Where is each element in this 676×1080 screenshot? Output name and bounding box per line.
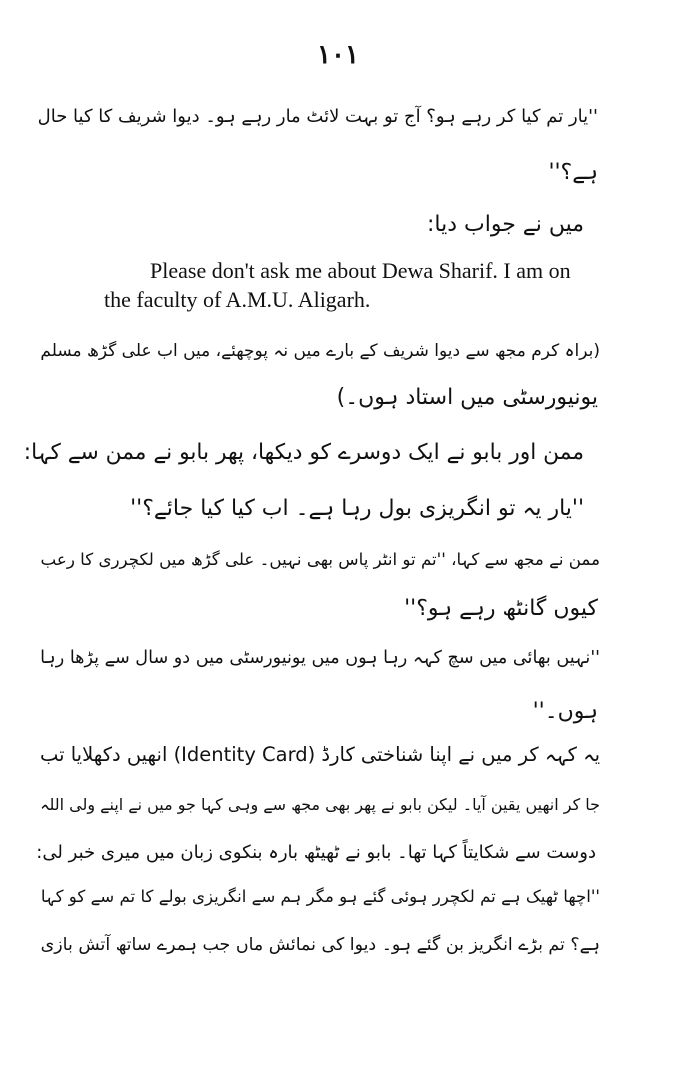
text-line-5: یونیورسٹی میں استاد ہوں۔) (336, 385, 598, 410)
english-line-2: the faculty of A.M.U. Aligarh. (104, 287, 371, 312)
text-line-9: کیوں گانٹھ رہے ہو؟'' (404, 596, 598, 621)
text-line-14: دوست سے شکایتاً کہا تھا۔ بابو نے ٹھیٹھ بارہ بنکوی زبان میں میری خبر لی: (36, 842, 596, 863)
text-line-6: ممن اور بابو نے ایک دوسرے کو دیکھا، پھر بابو نے ممن سے کہا: (23, 440, 584, 465)
text-line-10: ''نہیں بھائی میں سچ کہہ رہا ہوں میں یونیورسٹی میں دو سال سے پڑھا رہا (40, 648, 600, 668)
page-number: ۱۰۱ (317, 40, 359, 70)
text-line-1: ''یار تم کیا کر رہے ہو؟ آج تو بہت لائٹ مار رہے ہو۔ دیوا شریف کا کیا حال (37, 106, 598, 127)
text-line-8: ممن نے مجھ سے کہا، ''تم تو انٹر پاس بھی نہیں۔ علی گڑھ میں لکچرری کا رعب (40, 550, 600, 569)
text-line-16: ہے؟ تم بڑے انگریز بن گئے ہو۔ دیوا کی نمائش ماں جب ہمرے ساتھ آتش بازی (40, 935, 600, 955)
text-line-11: ہوں۔'' (532, 699, 598, 724)
text-line-15: ''اچھا ٹھیک ہے تم لکچرر ہوئی گئے ہو مگر ہم سے انگریزی بولے کا تم سے کو کہا (40, 887, 600, 906)
english-line-1: Please don't ask me about Dewa Sharif. I am on (150, 258, 571, 283)
text-line-7: ''یار یہ تو انگریزی بول رہا ہے۔ اب کیا کیا جائے؟'' (130, 496, 584, 521)
text-line-4: (براہ کرم مجھ سے دیوا شریف کے بارے میں نہ پوچھئے، میں اب علی گڑھ مسلم (40, 341, 600, 361)
text-line-2: ہے؟'' (548, 160, 598, 185)
text-line-13: جا کر انھیں یقین آیا۔ لیکن بابو نے پھر بھی مجھ سے وہی کہا جو میں نے اپنے ولی اللہ (40, 795, 600, 814)
text-line-12: یہ کہہ کر میں نے اپنا شناختی کارڈ (Identity Card) انھیں دکھلایا تب (39, 743, 600, 766)
text-line-3: میں نے جواب دیا: (427, 212, 584, 237)
